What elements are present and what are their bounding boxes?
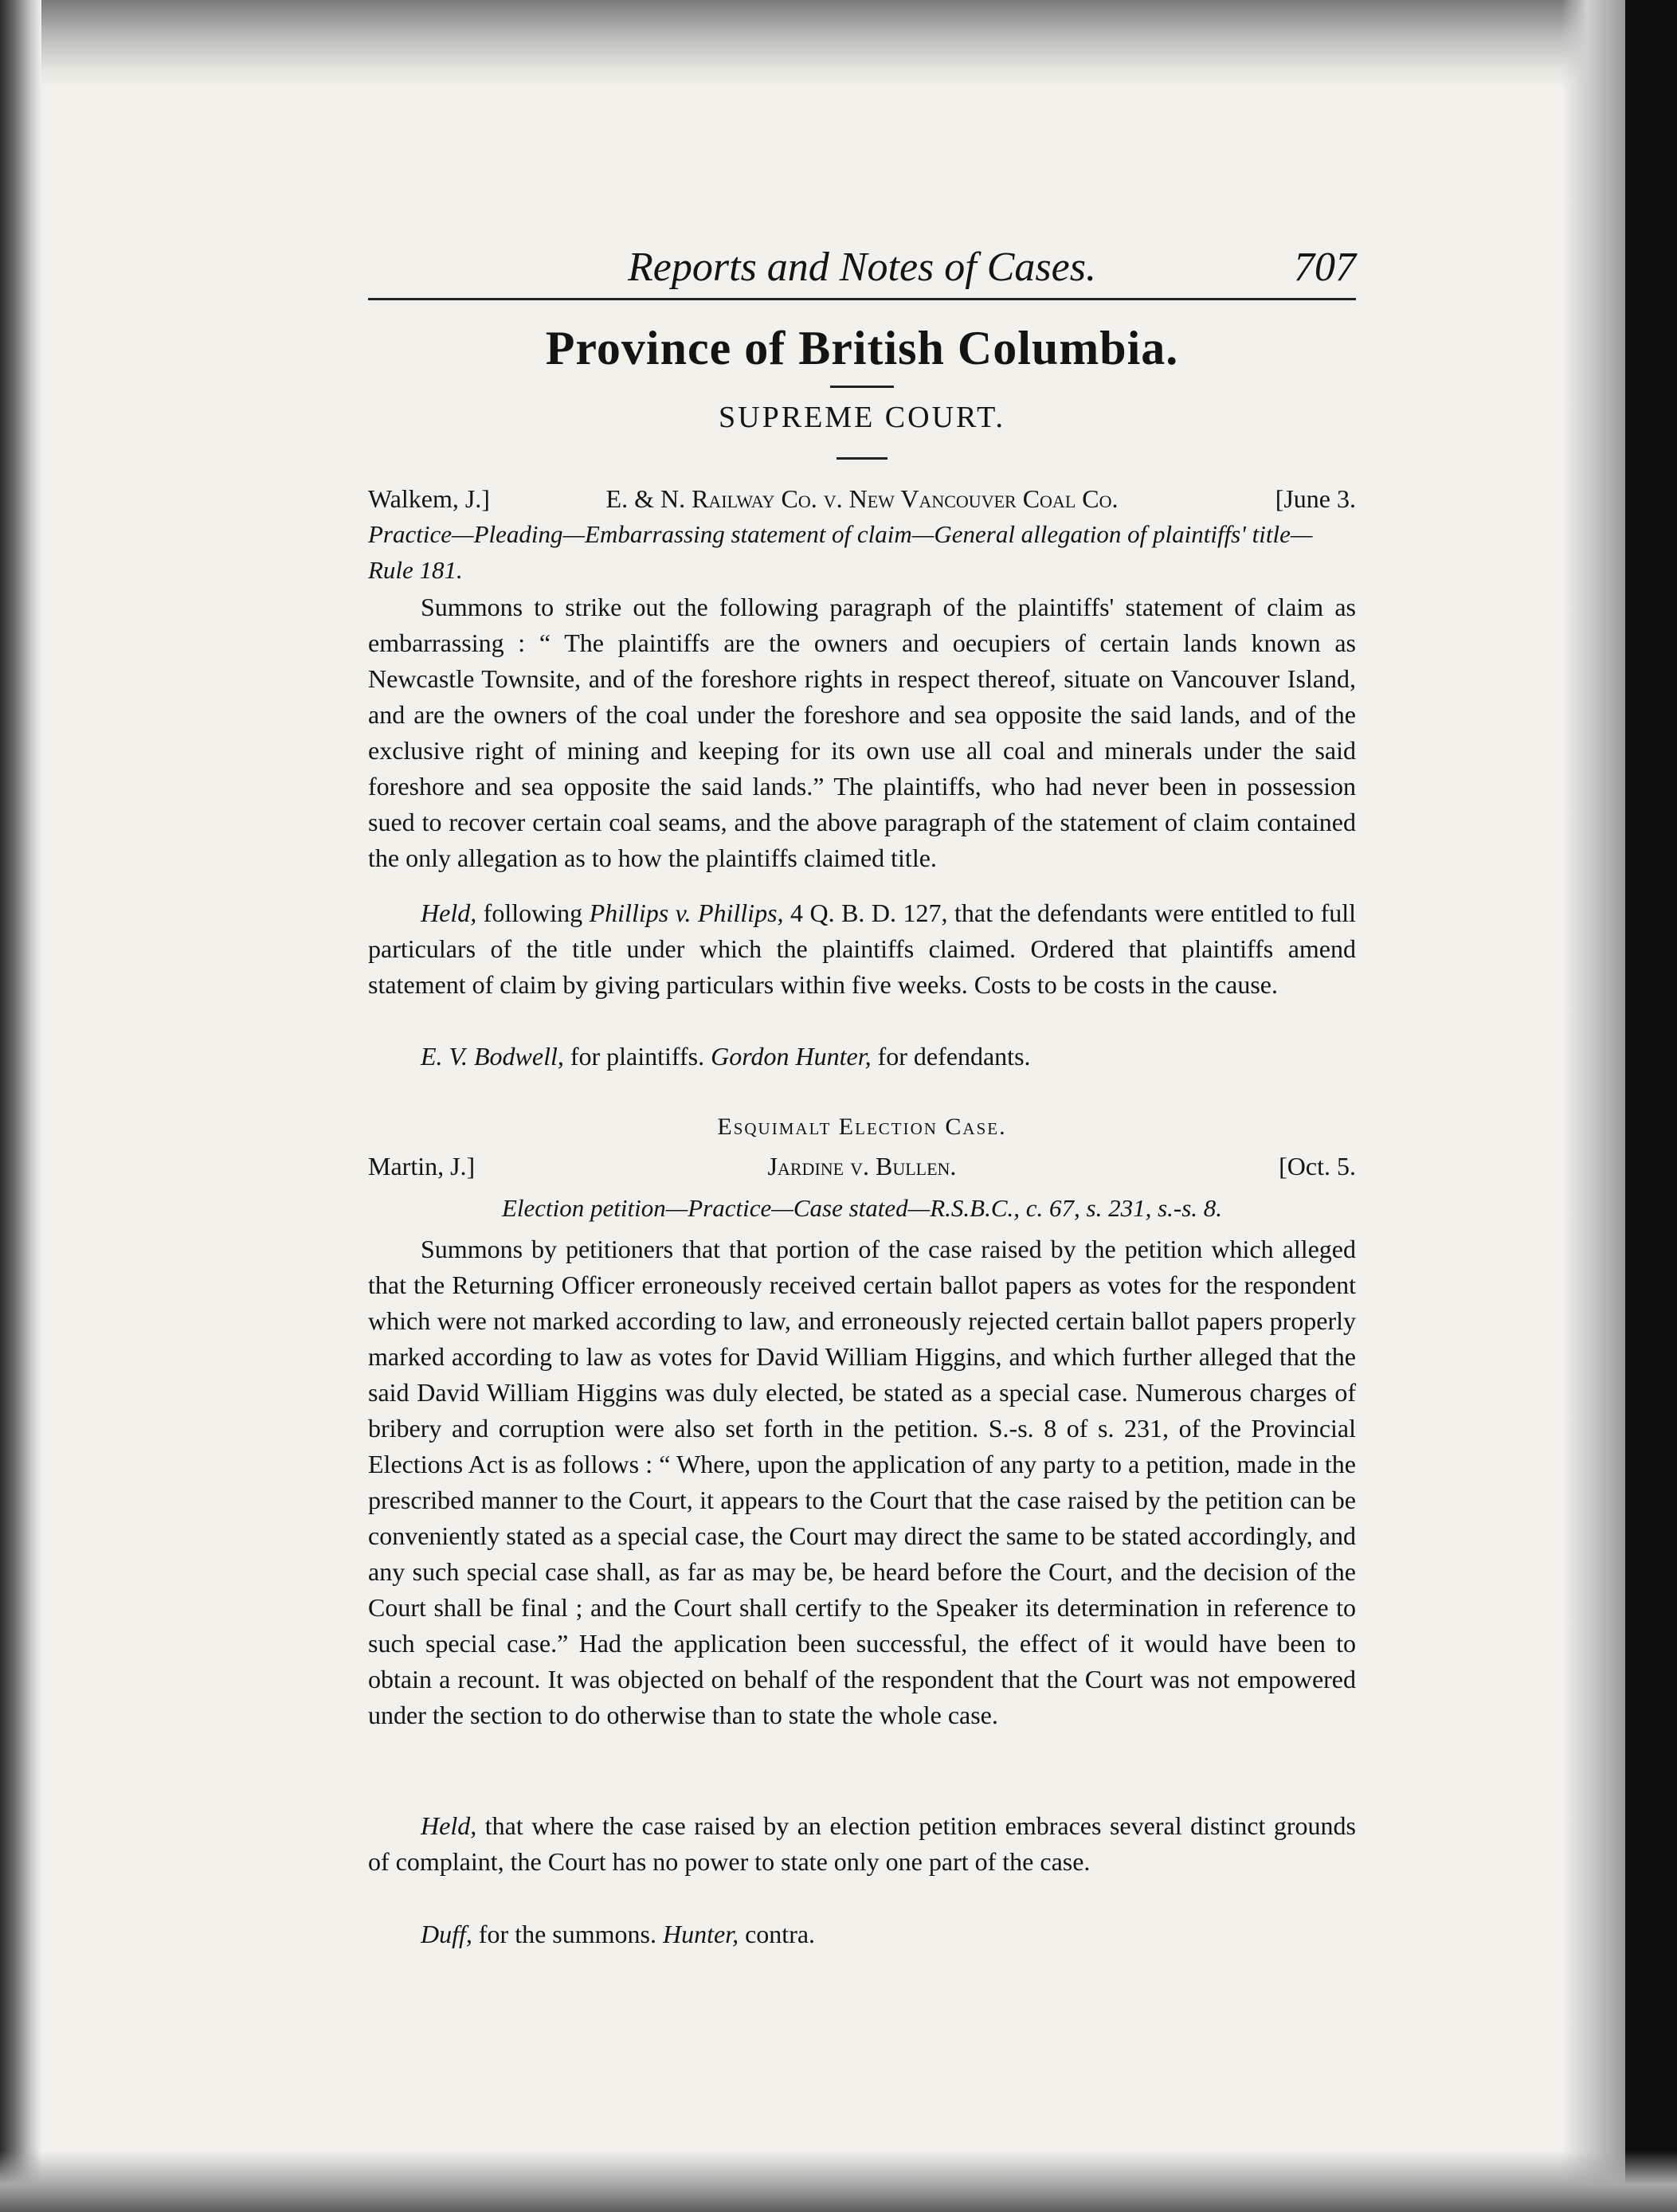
case-held: [368, 1808, 1356, 1880]
scan-shadow-bottom: [0, 2151, 1677, 2212]
counsel-contra-text: contra.: [739, 1920, 816, 1948]
counsel-summons-text: for the summons.: [472, 1920, 663, 1948]
running-title: Reports and Notes of Cases.: [628, 245, 1096, 290]
case-judge: Martin, J.]: [368, 1152, 476, 1180]
held-label: Held,: [421, 899, 477, 927]
catchline-text: Election petition—Practice—Case stated—R.S.B.C., c. 67, s. 231, s.-s. 8.: [501, 1194, 1223, 1222]
held-label: Held,: [421, 1811, 477, 1840]
case-header: [368, 478, 1356, 519]
case-facts: [368, 589, 1356, 876]
counsel-defendant: Gordon Hunter,: [711, 1042, 872, 1071]
case-date: [Oct. 5.: [1279, 1152, 1356, 1180]
case-parties: Jardine v. Bullen.: [767, 1152, 957, 1180]
case-held: [368, 895, 1356, 1003]
scan-shadow-top: [0, 0, 1677, 88]
counsel-contra: Hunter,: [662, 1920, 739, 1948]
case-judge: Walkem, J.]: [368, 484, 490, 513]
case-catchline: [368, 516, 1356, 588]
held-case-cite: Phillips v. Phillips,: [589, 899, 784, 927]
court-title: SUPREME COURT.: [719, 401, 1005, 434]
held-text: that where the case raised by an election petition embraces several distinct grounds of complaint, the Court has no power to state only one part of the case.: [368, 1811, 1356, 1876]
catchline-text: Practice—Pleading—Embarrassing statement of claim—General allegation of plaintiffs' title—Rule 181.: [368, 520, 1313, 584]
counsel-plaintiff-text: for plaintiffs.: [563, 1042, 711, 1071]
scan-border-right: [1625, 0, 1677, 2212]
header-rule: [368, 298, 1356, 300]
divider-short: [837, 457, 887, 460]
counsel-defendant-text: for defendants.: [871, 1042, 1031, 1071]
scan-shadow-left: [0, 0, 41, 2212]
scan-shadow-right: [1561, 0, 1625, 2212]
case-counsel: [368, 1916, 1356, 1952]
counsel-summons: Duff,: [421, 1920, 472, 1948]
province-title: Province of British Columbia.: [545, 322, 1179, 374]
case-counsel: [368, 1039, 1356, 1075]
case-parties: E. & N. Railway Co. v. New Vancouver Coal Co.: [605, 484, 1119, 513]
case-date: [June 3.: [1275, 484, 1356, 513]
divider-short: [830, 386, 894, 388]
page-number: 707: [1294, 245, 1356, 290]
facts-text: Summons by petitioners that that portion of the case raised by the petition which alleged that the Returning Officer erroneously received certain ballot papers as votes for the respondent which were not marked according to law, and erroneously rejected certain ballot papers properly marked according to law as votes for David William Higgins, and which further alleged that the said David William Higgins was duly elected, be stated as a special case. Numerous charges of bribery and corruption were also set forth in the petition. S.-s. 8 of s. 231, of the Provincial Elections Act is as follows : “ Where, upon the application of any party to a petition, made in the prescribed manner to the Court, it appears to the Court that the case raised by the petition can be conveniently stated as a special case, the Court may direct the same to be stated accordingly, and any such special case shall, as far as may be, be heard before the Court, and the decision of the Court shall be final ; and the Court shall certify to the Speaker its determination in reference to such special case.” Had the application been successful, the effect of it would have been to obtain a recount. It was objected on behalf of the respondent that the Court was not empowered under the section to do otherwise than to state the whole case.: [368, 1235, 1356, 1729]
held-following: following: [476, 899, 590, 927]
held-text: 4 Q. B. D. 127, that the defendants were entitled to full particulars of the title under which the plaintiffs claimed. Ordered that plaintiffs amend statement of claim by giving particulars within five weeks. Costs to be costs in the cause.: [368, 899, 1357, 999]
running-header: [368, 239, 1356, 296]
section-title: Esquimalt Election Case.: [717, 1114, 1007, 1140]
case-catchline: [368, 1190, 1356, 1226]
facts-text: Summons to strike out the following paragraph of the plaintiffs' statement of claim as embarrassing : “ The plaintiffs are the owners and oecupiers of certain lands known as Newcastle Townsite, and of the foreshore rights in respect thereof, situate on Vancouver Island, and are the owners of the coal under the foreshore and sea opposite the said lands, and of the exclusive right of mining and keeping for its own use all coal and minerals under the said foreshore and sea opposite the said lands.” The plaintiffs, who had never been in possession sued to recover certain coal seams, and the above paragraph of the statement of claim contained the only allegation as to how the plaintiffs claimed title.: [368, 593, 1356, 872]
case-facts: [368, 1231, 1356, 1733]
case-header: [368, 1145, 1356, 1187]
counsel-plaintiff: E. V. Bodwell,: [421, 1042, 564, 1071]
